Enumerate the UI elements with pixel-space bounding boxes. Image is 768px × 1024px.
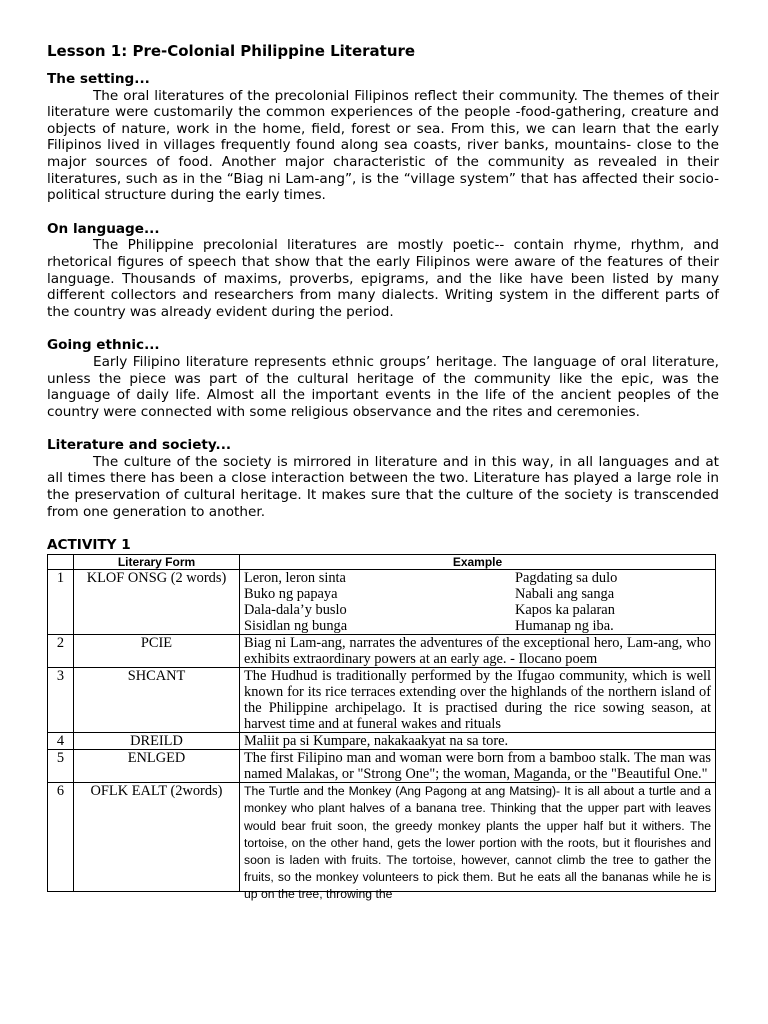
row-example-text: The Turtle and the Monkey (Ang Pagong at ang Matsing)- It is all about a turtle and a monkey who plant halves of a banana tree. Thinking that the upper part with leaves would bear fruit soon, the greedy monkey plants the upper half but it withers. The tortoise, on the other hand, gets the lower portion with the roots, but it flourishes and soon is laden with fruits. The tortoise, however, cannot climb the tree to gather the fruits, so the monkey volunteers to pick them. But he eats all the bananas while he is up on the tree, throwing the (244, 784, 711, 902)
table-row (48, 570, 716, 635)
poem-line: Nabali ang sanga (515, 586, 615, 603)
table-row (48, 783, 716, 892)
row-example: Biag ni Lam-ang, narrates the adventures of the exceptional hero, Lam-ang, who exhibits extraordinary powers at an early age. - Ilocano poem (240, 635, 716, 668)
section-language (47, 221, 719, 321)
section-society (47, 437, 719, 520)
table-row (48, 668, 716, 733)
section-text: The culture of the society is mirrored in literature and in this way, in all languages and at all times there has been a close interaction between the two. Literature has played a large role in the preservation of cultural heritage. It makes sure that the culture of the society is transcended from one generation to another. (47, 453, 719, 520)
section-text: The Philippine precolonial literatures are mostly poetic-- contain rhyme, rhythm, and rhetorical figures of speech that show that the early Filipinos were aware of the features of their language. Thousands of maxims, proverbs, epigrams, and the like have been listed by many different collectors and researchers from many dialects. Writing system in the different parts of the country was already evident during the period. (47, 237, 719, 320)
row-form: KLOF ONSG (2 words) (74, 570, 240, 635)
section-heading: Literature and society... (47, 437, 232, 454)
poem-line: Sisidlan ng bunga (244, 618, 348, 635)
lesson-title: Lesson 1: Pre-Colonial Philippine Literature (47, 42, 416, 60)
document-content (47, 42, 719, 902)
row-number: 1 (48, 570, 74, 635)
poem-lines (244, 570, 711, 634)
section-ethnic (47, 337, 719, 420)
activity-title: ACTIVITY 1 (47, 537, 131, 554)
activity-table (47, 554, 716, 902)
section-heading: On language... (47, 220, 160, 237)
table-header-example: Example (240, 555, 716, 570)
row-form: OFLK EALT (2words) (74, 783, 240, 892)
row-example: The first Filipino man and woman were born from a bamboo stalk. The man was named Malakas, or "Strong One"; the woman, Maganda, or the "Beautiful One." (240, 750, 716, 783)
row-form: ENLGED (74, 750, 240, 783)
poem-line: Leron, leron sinta (244, 570, 346, 587)
row-example: The Hudhud is traditionally performed by the Ifugao community, which is well known for its rice terraces extending over the highlands of the northern island of the Philippine archipelago. It is practised during the rice sowing season, at harvest time and at funeral wakes and rituals (240, 668, 716, 733)
poem-line: Humanap ng iba. (515, 618, 614, 635)
row-form: DREILD (74, 733, 240, 750)
poem-line: Dala-dala’y buslo (244, 602, 347, 619)
row-number: 4 (48, 733, 74, 750)
row-number: 6 (48, 783, 74, 892)
section-heading: Going ethnic... (47, 337, 160, 354)
poem-line: Buko ng papaya (244, 586, 338, 603)
table-row (48, 733, 716, 750)
row-example (240, 570, 716, 635)
section-heading: The setting... (47, 71, 150, 87)
row-number: 5 (48, 750, 74, 783)
section-text: The oral literatures of the precolonial Filipinos reflect their community. The themes of their literature were customarily the common experiences of the people -food-gathering, creature and objects of nature, work in the home, field, forest or sea. From this, we can learn that the early Filipinos lived in villages frequently found along sea coasts, river banks, mountains- close to the major sources of food. Another major characteristic of the community as revealed in their literatures, such as in the “Biag ni Lam-ang”, is the “village system” that has affected their socio-political structure during the early times. (47, 87, 719, 204)
row-example (240, 783, 716, 902)
row-form: PCIE (74, 635, 240, 668)
row-number: 2 (48, 635, 74, 668)
table-header-num (48, 555, 74, 570)
section-text: Early Filipino literature represents ethnic groups’ heritage. The language of oral literature, unless the piece was part of the cultural heritage of the community like the epic, was the language of daily life. Almost all the important events in the life of the ancient peoples of the country were connected with some religious observance and the rites and ceremonies. (47, 353, 719, 420)
poem-line: Pagdating sa dulo (515, 570, 618, 587)
table-header-row (48, 555, 716, 570)
table-row (48, 635, 716, 668)
row-example: Maliit pa si Kumpare, nakakaakyat na sa tore. (240, 733, 716, 750)
row-form: SHCANT (74, 668, 240, 733)
row-number: 3 (48, 668, 74, 733)
table-row (48, 750, 716, 783)
section-setting (47, 71, 719, 204)
poem-line: Kapos ka palaran (515, 602, 615, 619)
table-header-form: Literary Form (74, 555, 240, 570)
